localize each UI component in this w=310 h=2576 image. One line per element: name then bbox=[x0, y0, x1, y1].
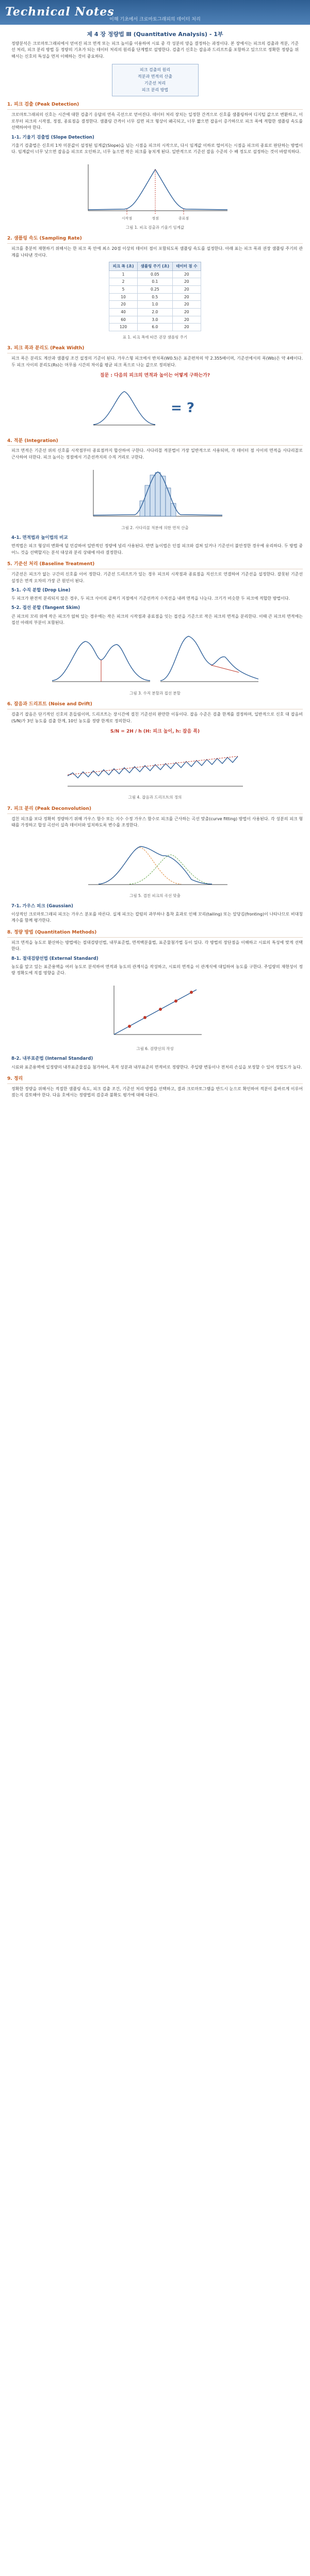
question-text: 질문 : 다음의 피크의 면적과 높이는 어떻게 구하는가? bbox=[100, 373, 210, 379]
figure-caption: 그림 5. 겹친 피크의 곡선 맞춤 bbox=[129, 893, 181, 899]
figure-caption: 그림 4. 잡음과 드리프트의 정의 bbox=[128, 795, 182, 800]
table-header: 샘플링 주기 (초) bbox=[137, 262, 173, 271]
table-row bbox=[109, 324, 201, 331]
table-caption: 표 1. 피크 폭에 따른 권장 샘플링 주기 bbox=[122, 334, 188, 340]
section-peak-detection bbox=[7, 101, 303, 230]
section-heading: 9. 정리 bbox=[7, 1076, 303, 1084]
paragraph: 겹친 피크를 보다 정확히 정량하기 위해 가우스 함수 또는 지수 수정 가우스 함수로 피크를 근사하는 곡선 맞춤(curve fitting) 방법이 사용된다. 각 성분의 피크 형태를 가정하고 합성 곡선이 실측 데이터와 일치하도록 변수를 조정한다. bbox=[11, 817, 303, 828]
formula: S/N = 2H / h (H: 피크 높이, h: 잡음 폭) bbox=[110, 729, 200, 735]
table-cell: 0.25 bbox=[137, 286, 173, 294]
series-title: 제 4 장 정량법 Ⅲ (Quantitative Analysis) - 1부 bbox=[87, 31, 223, 38]
paragraph: 큰 피크의 꼬리 위에 작은 피크가 얹혀 있는 경우에는 작은 피크의 시작점과 종료점을 잇는 접선을 기준으로 작은 피크의 면적을 분리한다. 이때 큰 피크의 면적에는 접선 아래의 부분이 포함된다. bbox=[11, 614, 303, 625]
figure-question bbox=[7, 384, 303, 432]
paragraph: 정확한 정량을 위해서는 적절한 샘플링 속도, 피크 검출 조건, 기준선 처리 방법을 선택하고, 결과 크로마토그램을 반드시 눈으로 확인하여 적분이 올바르게 이루어졌는지 검토해야 한다. 다음 호에서는 정량법의 검증과 불확도 평가에 대해 다룬다. bbox=[11, 1086, 303, 1098]
section-heading: 5. 기준선 처리 (Baseline Treatment) bbox=[7, 561, 303, 569]
figure-noise bbox=[7, 740, 303, 801]
table-cell: 20 bbox=[173, 286, 201, 294]
section-heading: 4. 적분 (Integration) bbox=[7, 438, 303, 446]
section-heading: 6. 잡음과 드리프트 (Noise and Drift) bbox=[7, 701, 303, 709]
paragraph: 농도를 알고 있는 표준용액을 여러 농도로 분석하여 면적과 농도의 관계식을 작성하고, 시료의 면적을 이 관계식에 대입하여 농도를 구한다. 주입량의 재현성이 정량 정확도에 직접 영향을 준다. bbox=[11, 964, 303, 976]
table-cell: 0.05 bbox=[137, 270, 173, 278]
table-cell: 20 bbox=[173, 293, 201, 301]
table-header: 데이터 점 수 bbox=[173, 262, 201, 271]
paragraph: 기울기 검출법은 신호의 1차 미분값이 설정된 임계값(Slope)을 넘는 시점을 피크의 시작으로, 다시 임계값 이하로 떨어지는 시점을 피크의 종료로 판단하는 방법이다. 임계값이 너무 낮으면 잡음을 피크로 오인하고, 너무 높으면 작은 피크를 놓치게 된다. 일반적으로 기준선 잡음 수준의 수 배 정도로 설정하는 것이 바람직하다. bbox=[11, 143, 303, 155]
toc-box bbox=[112, 64, 199, 96]
paragraph: 두 피크가 완전히 분리되지 않은 경우, 두 피크 사이의 골짜기 지점에서 기준선까지 수직선을 내려 면적을 나눈다. 크기가 비슷한 두 피크에 적합한 방법이다. bbox=[11, 596, 290, 601]
table-cell: 20 bbox=[173, 316, 201, 324]
table-cell: 5 bbox=[109, 286, 137, 294]
paragraph: 피크 폭은 분리도 계산과 샘플링 조건 설정의 기준이 된다. 가우스형 피크에서 반치폭(W0.5)은 표준편차의 약 2.355배이며, 기준선에서의 폭(Wb)은 약 4배이다. 두 피크 사이의 분리도(Rs)는 머무름 시간의 차이를 평균 피크 폭으로 나눈 값으로 정의된다. bbox=[11, 356, 303, 367]
table-cell: 20 bbox=[173, 324, 201, 331]
section-summary bbox=[7, 1076, 303, 1099]
table-cell: 10 bbox=[109, 293, 137, 301]
subsection-heading: 4-1. 면적법과 높이법의 비교 bbox=[11, 535, 68, 541]
banner-title: Technical Notes bbox=[5, 5, 115, 19]
table-cell: 6.0 bbox=[137, 324, 173, 331]
table-cell: 20 bbox=[173, 301, 201, 309]
figure-caption: 그림 6. 검량선의 작성 bbox=[136, 1046, 174, 1051]
label-start: 시작점 bbox=[121, 216, 132, 221]
table-row bbox=[109, 278, 201, 286]
banner-subtitle: 이해 기초에서 크로마토그래피의 데이터 처리 bbox=[109, 17, 201, 22]
table-cell: 2 bbox=[109, 278, 137, 286]
figure-caption: 그림 1. 피크 검출과 기울기 임계값 bbox=[125, 225, 185, 230]
section-peak-width bbox=[7, 345, 303, 432]
paragraph: 이상적인 크로마토그래피 피크는 가우스 분포를 따른다. 실제 피크는 칼럼의 과부하나 흡착 효과로 인해 꼬리(tailing) 또는 앞당김(fronting)이 나타나므로 비대칭 계수를 함께 평가한다. bbox=[11, 912, 303, 923]
paragraph: 피크 면적을 농도로 환산하는 방법에는 절대검량선법, 내부표준법, 면적백분율법, 표준물첨가법 등이 있다. 각 방법의 장단점을 이해하고 시료의 특성에 맞게 선택한다. bbox=[11, 940, 303, 952]
figure-peak-detection bbox=[7, 159, 303, 230]
figure-deconvolution bbox=[7, 833, 303, 899]
table-cell: 0.1 bbox=[137, 278, 173, 286]
table-cell: 2.0 bbox=[137, 308, 173, 316]
toc-item: 피크 검출의 원리 bbox=[139, 67, 171, 73]
toc-item: 기준선 처리 bbox=[144, 80, 166, 86]
table-row bbox=[109, 316, 201, 324]
table-cell: 3.0 bbox=[137, 316, 173, 324]
figure-caption: 그림 2. 사다리꼴 적분에 의한 면적 산출 bbox=[121, 525, 189, 530]
calibration-figure bbox=[104, 980, 207, 1042]
section-heading: 7. 피크 분리 (Peak Deconvolution) bbox=[7, 806, 303, 814]
table-row bbox=[109, 301, 201, 309]
section-baseline bbox=[7, 561, 303, 696]
table-row bbox=[109, 293, 201, 301]
section-heading: 1. 피크 검출 (Peak Detection) bbox=[7, 101, 303, 110]
table-cell: 20 bbox=[109, 301, 137, 309]
label-end: 종료점 bbox=[178, 216, 189, 221]
table-cell: 1.0 bbox=[137, 301, 173, 309]
paragraph: 검출기 잡음은 단기적인 신호의 흔들림이며, 드리프트는 장시간에 걸친 기준선의 완만한 이동이다. 잡음 수준은 검출 한계를 결정하며, 일반적으로 신호 대 잡음비(S/N)가 3인 농도를 검출 한계, 10인 농도를 정량 한계로 정의한다. bbox=[11, 712, 303, 723]
banner bbox=[0, 0, 310, 25]
figure-caption: 그림 3. 수직 분할과 접선 분할 bbox=[129, 690, 181, 696]
label-apex: 정점 bbox=[151, 216, 159, 221]
table-body bbox=[109, 270, 201, 331]
peak-figure bbox=[78, 159, 233, 221]
deconvolution-figure bbox=[78, 833, 233, 890]
section-deconvolution bbox=[7, 806, 303, 924]
paragraph: 기준선은 피크가 없는 구간의 신호를 이어 정한다. 기준선 드리프트가 있는 경우 피크의 시작점과 종료점을 직선으로 연결하여 기준선을 설정한다. 잘못된 기준선 설정은 면적 오차의 가장 큰 원인이 된다. bbox=[11, 572, 303, 583]
toc-item: 적분과 면적의 산출 bbox=[138, 74, 172, 79]
subsection-heading: 1-1. 기울기 검출법 (Slope Detection) bbox=[11, 134, 94, 140]
table-row bbox=[109, 270, 201, 278]
intro-text: 정량분석은 크로마토그래피에서 얻어진 피크 면적 또는 피크 높이를 이용하여 시료 중 각 성분의 양을 결정하는 과정이다. 본 장에서는 피크의 검출과 적분, 기준선 처리, 피크 분리 방법 등 정량의 기초가 되는 데이터 처리의 원리를 단계별로 설명한다. 검출기 신호는 잡음과 드리프트를 포함하고 있으므로 정확한 정량을 위해서는 신호의 특성을 먼저 이해하는 것이 중요하다. bbox=[11, 41, 299, 59]
figure-integration bbox=[7, 465, 303, 531]
subsection-heading: 5-2. 접선 분할 (Tangent Skim) bbox=[11, 605, 80, 611]
noise-figure bbox=[62, 740, 248, 791]
figure-calibration bbox=[7, 980, 303, 1052]
section-sampling bbox=[7, 235, 303, 340]
toc-item: 피크 분리 방법 bbox=[141, 87, 169, 92]
table-cell: 120 bbox=[109, 324, 137, 331]
intro bbox=[11, 30, 299, 60]
table-cell: 20 bbox=[173, 308, 201, 316]
figure-baseline bbox=[7, 630, 303, 696]
integration-figure bbox=[83, 465, 227, 521]
paragraph: 크로마토그래피의 신호는 시간에 대한 검출기 응답의 연속 곡선으로 얻어진다. 데이터 처리 장치는 일정한 간격으로 신호를 샘플링하여 디지털 값으로 변환하고, 이로부터 피크의 시작점, 정점, 종료점을 결정한다. 샘플링 간격이 너무 길면 피크 형상이 왜곡되고, 너무 짧으면 잡음이 증가하므로 피크 폭에 적합한 샘플링 속도를 선택하여야 한다. bbox=[11, 112, 303, 130]
table-header: 피크 폭 (초) bbox=[109, 262, 137, 271]
section-heading: 2. 샘플링 속도 (Sampling Rate) bbox=[7, 235, 303, 244]
paragraph: 면적법은 피크 형상의 변화에 덜 민감하여 일반적인 정량에 널리 사용된다. 반면 높이법은 인접 피크와 겹쳐 있거나 기준선이 불안정한 경우에 유리하다. 두 방법 중 어느 것을 선택할지는 분석 대상과 분리 상태에 따라 결정한다. bbox=[11, 544, 303, 555]
baseline-figure bbox=[47, 630, 264, 687]
paragraph: 피크를 충분히 재현하기 위해서는 한 피크 폭 안에 최소 20점 이상의 데이터 점이 포함되도록 샘플링 속도를 설정한다. 아래 표는 피크 폭과 권장 샘플링 주기의 관계를 나타낸 것이다. bbox=[11, 246, 303, 258]
section-integration bbox=[7, 438, 303, 556]
svg-text:= ?: = ? bbox=[170, 400, 194, 416]
section-quantitation bbox=[7, 929, 303, 1071]
table-cell: 60 bbox=[109, 316, 137, 324]
subsection-heading: 8-1. 절대검량선법 (External Standard) bbox=[11, 956, 99, 961]
table-cell: 1 bbox=[109, 270, 137, 278]
table-cell: 0.5 bbox=[137, 293, 173, 301]
question-figure bbox=[88, 384, 222, 430]
section-noise bbox=[7, 701, 303, 801]
table-cell: 20 bbox=[173, 270, 201, 278]
subsection-heading: 7-1. 가우스 피크 (Gaussian) bbox=[11, 903, 73, 909]
subsection-heading: 8-2. 내부표준법 (Internal Standard) bbox=[11, 1056, 93, 1062]
table-cell: 40 bbox=[109, 308, 137, 316]
table-row bbox=[109, 308, 201, 316]
section-heading: 3. 피크 폭과 분리도 (Peak Width) bbox=[7, 345, 303, 353]
sampling-table bbox=[109, 262, 201, 331]
section-heading: 8. 정량 방법 (Quantitation Methods) bbox=[7, 929, 303, 938]
table-row bbox=[109, 286, 201, 294]
paragraph: 시료와 표준용액에 일정량의 내부표준물질을 첨가하여, 목적 성분과 내부표준의 면적비로 정량한다. 주입량 변동이나 전처리 손실을 보정할 수 있어 정밀도가 높다. bbox=[11, 1064, 302, 1070]
paragraph: 피크 면적은 기준선 위의 신호를 시작점부터 종료점까지 합산하여 구한다. 사다리꼴 적분법이 가장 일반적으로 사용되며, 각 데이터 점 사이의 면적을 사다리꼴로 근사하여 더한다. 피크 높이는 정점에서 기준선까지의 수직 거리로 구한다. bbox=[11, 448, 303, 460]
table-cell: 20 bbox=[173, 278, 201, 286]
subsection-heading: 5-1. 수직 분할 (Drop Line) bbox=[11, 587, 71, 593]
